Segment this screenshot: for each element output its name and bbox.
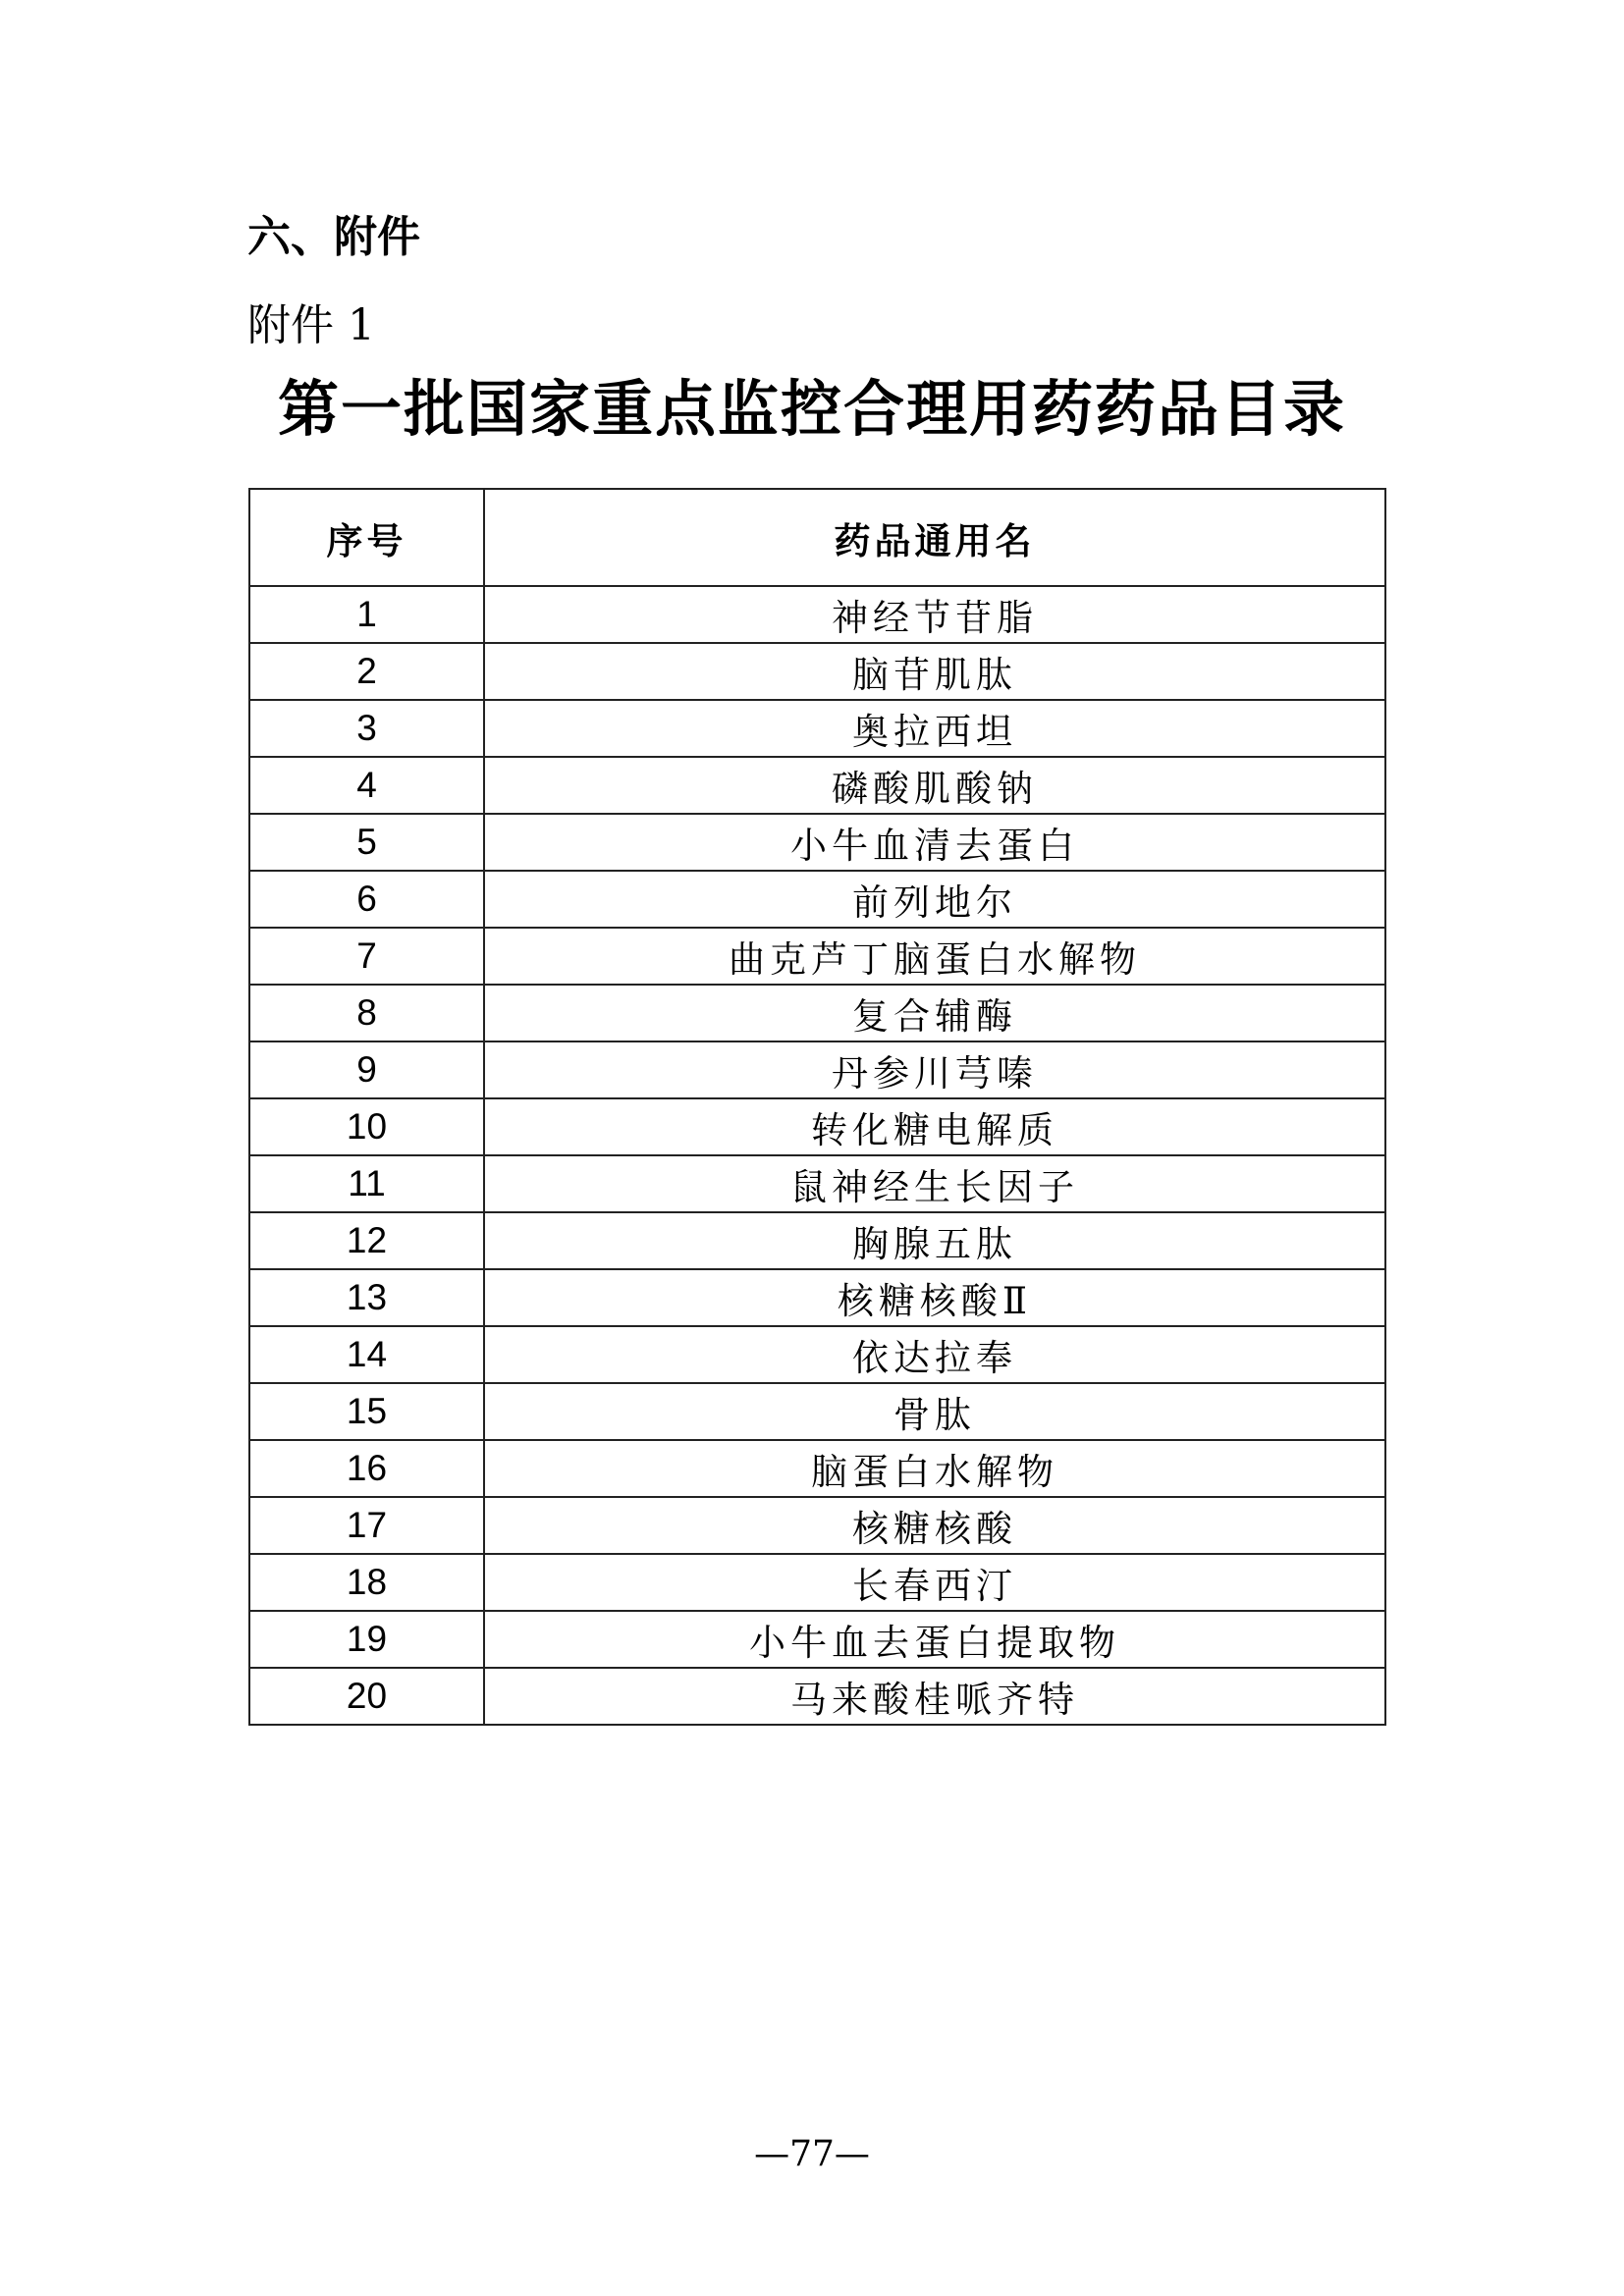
drug-name: 神经节苷脂 (484, 586, 1385, 643)
row-number: 13 (249, 1269, 484, 1326)
table-row (249, 1440, 1385, 1497)
drug-name: 依达拉奉 (484, 1326, 1385, 1383)
table-row (249, 928, 1385, 985)
drug-name: 核糖核酸 (484, 1497, 1385, 1554)
table-row (249, 1269, 1385, 1326)
row-number: 14 (249, 1326, 484, 1383)
table-row (249, 1497, 1385, 1554)
drug-name: 马来酸桂哌齐特 (484, 1668, 1385, 1725)
row-number: 1 (249, 586, 484, 643)
table-row (249, 586, 1385, 643)
table-row (249, 1155, 1385, 1212)
row-number: 2 (249, 643, 484, 700)
row-number: 5 (249, 814, 484, 871)
row-number: 7 (249, 928, 484, 985)
row-number: 6 (249, 871, 484, 928)
drug-name: 转化糖电解质 (484, 1098, 1385, 1155)
drug-name: 鼠神经生长因子 (484, 1155, 1385, 1212)
table-row (249, 1383, 1385, 1440)
column-header-number: 序号 (249, 489, 484, 586)
row-number: 16 (249, 1440, 484, 1497)
drug-name: 长春西汀 (484, 1554, 1385, 1611)
row-number: 8 (249, 985, 484, 1041)
row-number: 9 (249, 1041, 484, 1098)
table-row (249, 985, 1385, 1041)
table-row (249, 1041, 1385, 1098)
table-row (249, 814, 1385, 871)
drug-name: 前列地尔 (484, 871, 1385, 928)
row-number: 4 (249, 757, 484, 814)
table-header (249, 489, 1385, 586)
drug-name: 小牛血去蛋白提取物 (484, 1611, 1385, 1668)
drug-name: 核糖核酸Ⅱ (484, 1269, 1385, 1326)
section-heading: 六、附件 (247, 212, 420, 262)
drug-name: 脑苷肌肽 (484, 643, 1385, 700)
table-body (249, 586, 1385, 1725)
header-row (249, 489, 1385, 586)
table-row (249, 871, 1385, 928)
drug-name: 奥拉西坦 (484, 700, 1385, 757)
row-number: 20 (249, 1668, 484, 1725)
table-row (249, 1611, 1385, 1668)
table-row (249, 1554, 1385, 1611)
row-number: 15 (249, 1383, 484, 1440)
table-row (249, 1326, 1385, 1383)
table-row (249, 1668, 1385, 1725)
row-number: 10 (249, 1098, 484, 1155)
table-row (249, 700, 1385, 757)
drug-name: 丹参川芎嗪 (484, 1041, 1385, 1098)
row-number: 19 (249, 1611, 484, 1668)
row-number: 12 (249, 1212, 484, 1269)
table-row (249, 1212, 1385, 1269)
drug-name: 骨肽 (484, 1383, 1385, 1440)
page-number: —77— (754, 2134, 870, 2174)
row-number: 11 (249, 1155, 484, 1212)
drug-name: 脑蛋白水解物 (484, 1440, 1385, 1497)
drug-name: 胸腺五肽 (484, 1212, 1385, 1269)
row-number: 3 (249, 700, 484, 757)
attachment-label: 附件 1 (247, 300, 375, 350)
document-title: 第一批国家重点监控合理用药药品目录 (277, 373, 1346, 445)
column-header-drug-name: 药品通用名 (484, 489, 1385, 586)
drug-name: 曲克芦丁脑蛋白水解物 (484, 928, 1385, 985)
drug-name: 磷酸肌酸钠 (484, 757, 1385, 814)
table-row (249, 643, 1385, 700)
row-number: 17 (249, 1497, 484, 1554)
drug-name: 复合辅酶 (484, 985, 1385, 1041)
drug-name: 小牛血清去蛋白 (484, 814, 1385, 871)
row-number: 18 (249, 1554, 484, 1611)
table-row (249, 757, 1385, 814)
drug-list-table (248, 488, 1386, 1726)
table-row (249, 1098, 1385, 1155)
